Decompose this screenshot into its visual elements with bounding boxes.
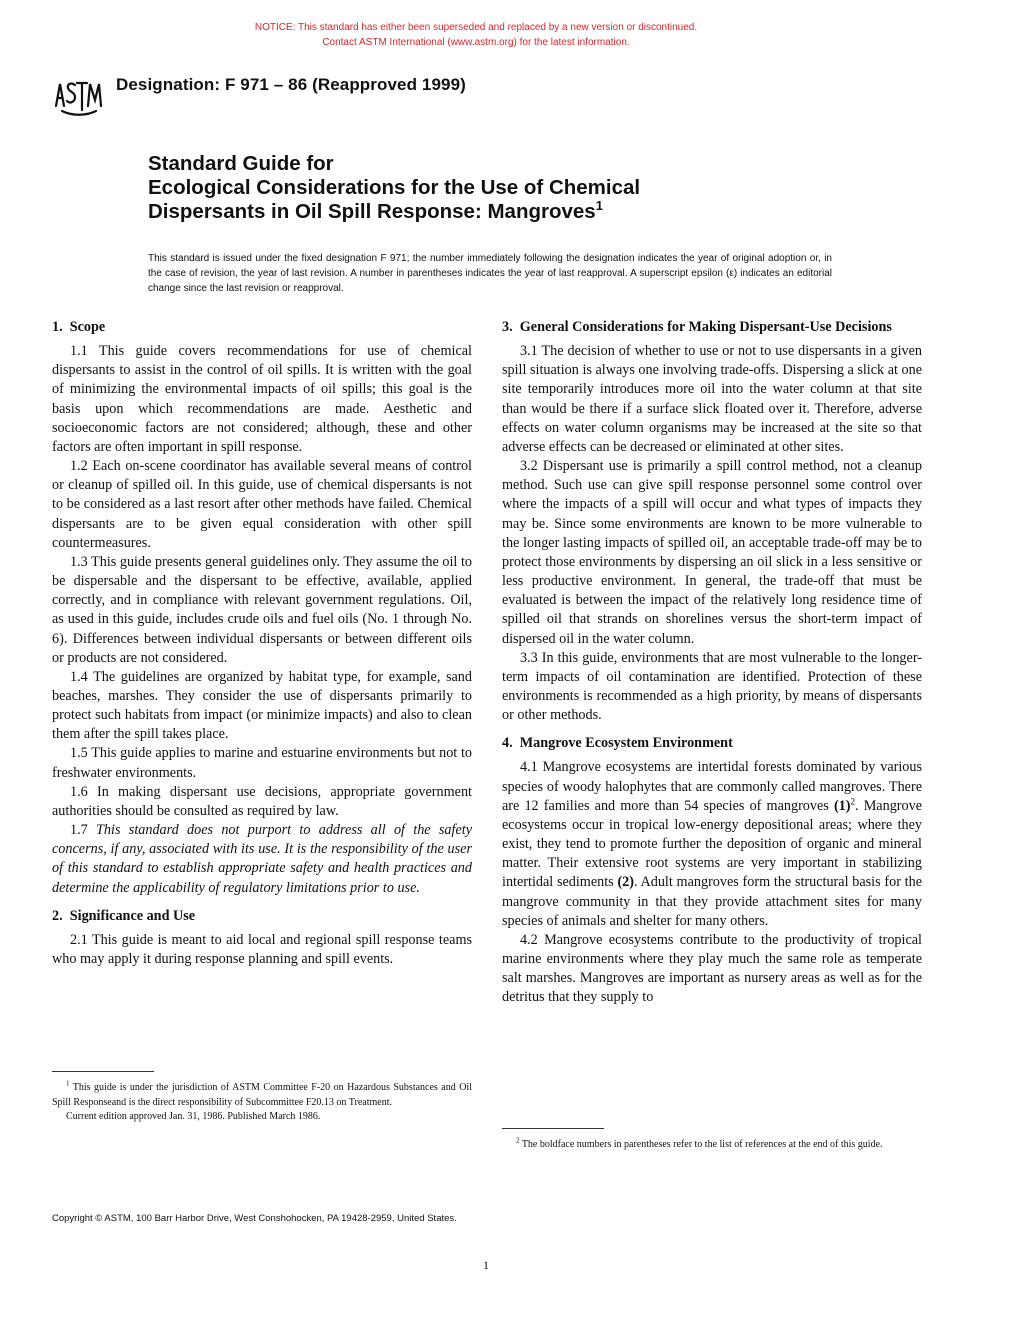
footnote-2-block: [502, 1128, 922, 1153]
notice-line-2: Contact ASTM International (www.astm.org) for the latest information.: [322, 37, 630, 48]
right-column: [502, 318, 922, 1007]
page-number: 1: [483, 1258, 489, 1272]
paragraph-1-4: 1.4 The guidelines are organized by habitat type, for example, sand beaches, marshes. They consider the use of dispersants primarily to protect such habitats from impact (or minimize impacts) and also to clean them after the spill takes place.: [52, 668, 472, 743]
section-title: Significance and Use: [69, 907, 196, 924]
title-line-1: Standard Guide for: [148, 152, 334, 175]
section-title: Scope: [69, 319, 106, 335]
paragraph-3-2: 3.2 Dispersant use is primarily a spill control method, not a cleanup method. Such use can give spill response personnel some control over where the impacts of a spill will occur and what types of impacts they may be. Since some environments are known to be more vulnerable to the longer lasting impacts of spilled oil, an acceptable trade-off may be to protect those environments by dispersing an oil slick in a less sensitive or less productive environment. In general, the trade-off that must be evaluated is between the impact of the relatively long residence time of spilled oil that strands on shorelines versus the short-term impact of dispersed oil in the water column.: [502, 458, 922, 647]
section-number: 4.: [502, 735, 513, 752]
paragraph-1-7: [52, 821, 472, 898]
paragraph-2-1: 2.1 This guide is meant to aid local and regional spill response teams who may apply it during response planning and spill events.: [52, 931, 472, 967]
footnote-2: [502, 1138, 922, 1153]
reference-1[interactable]: (1): [833, 797, 851, 814]
footnote-1-block: [52, 1071, 472, 1125]
designation: Designation: F 971 – 86 (Reapproved 1999): [116, 75, 466, 94]
paragraph-1-5: 1.5 This guide applies to marine and estuarine environments but not to freshwater environments.: [52, 745, 472, 781]
paragraph-number: 1.7: [70, 822, 88, 839]
section-number: 3.: [502, 319, 513, 335]
paragraph-4-1: [502, 758, 922, 930]
footnote-2-mark-label: 2: [516, 1136, 520, 1145]
title-footnote-mark: 1: [595, 198, 603, 213]
section-number: 1.: [52, 319, 63, 335]
footnote-2-mark[interactable]: 2: [850, 796, 855, 807]
section-title: General Considerations for Making Dispersant-Use Decisions: [519, 319, 892, 335]
document-title: [148, 152, 868, 224]
footnote-1-mark: 1: [66, 1079, 70, 1088]
footnote-1-approved: Current edition approved Jan. 31, 1986. Published March 1986.: [66, 1111, 321, 1122]
safety-caveat: This standard does not purport to address all of the safety concerns, if any, associated with its use. It is the responsibility of the user of this standard to establish appropriate safety and health practices and determine the applicability of regulatory limitations prior to use.: [52, 822, 472, 896]
title-line-3-text: Dispersants in Oil Spill Response: Mangroves: [148, 200, 596, 223]
title-line-2: Ecological Considerations for the Use of Chemical: [148, 176, 641, 199]
text-run: . Mangrove ecosystems occur in tropical low-energy depositional areas; where they exist, they tend to promote further the deposition of organic and mineral matter. Their extensive root systems are very important in stabilizing intertidal sediments: [502, 797, 923, 891]
paragraph-1-1: 1.1 This guide covers recommendations for use of chemical dispersants to assist in the control of oil spills. It is written with the goal of minimizing the environmental impacts of oil spills; this goal is the basis upon which recommendations are made. Aesthetic and socioeconomic factors are not considered; although, these and other factors are often important in spill response.: [52, 343, 472, 455]
title-line-3: [148, 200, 868, 224]
paragraph-1-3: 1.3 This guide presents general guidelines only. They assume the oil to be dispersable and the dispersant to be effective, available, applied correctly, and in compliance with relevant government regulations. Oil, as used in this guide, includes crude oils and fuel oils (No. 1 through No. 6). Differences between individual dispersants or between different oils or products are not considered.: [52, 553, 472, 666]
paragraph-3-3: 3.3 In this guide, environments that are most vulnerable to the longer-term impacts of oil contamination are identified. Protection of these environments is recommended as a high priority, by means of dispersants or other methods.: [502, 649, 922, 724]
section-title: Mangrove Ecosystem Environment: [519, 735, 733, 752]
paragraph-3-1: 3.1 The decision of whether to use or not to use dispersants in a given spill situation is always one involving trade-offs. Dispersing a slick at one site temporarily introduces more oil into the water column at that site than would be there if a surface slick floated over it. Therefore, adverse effects on water column organisms may be increased at the site so that adverse effects can be decreased or eliminated at other sites.: [502, 343, 922, 455]
footnote-2-text: The boldface numbers in parentheses refer to the list of references at the end of this guide.: [521, 1139, 883, 1150]
astm-logo: [54, 76, 102, 118]
footnote-1-text: This guide is under the jurisdiction of ASTM Committee F-20 on Hazardous Substances and Oil Spill Responseand is the direct responsibility of Subcommittee F20.13 on Treatment.: [52, 1082, 472, 1108]
reference-2[interactable]: (2): [617, 874, 634, 891]
paragraph-1-2: 1.2 Each on-scene coordinator has available several means of control or cleanup of spilled oil. In this guide, use of chemical dispersants is not to be considered as a last resort after other methods have failed. Chemical dispersants are to be given equal consideration with other spill countermeasures.: [52, 458, 472, 551]
left-column: [52, 318, 472, 969]
section-2-heading: [52, 907, 472, 926]
section-number: 2.: [52, 907, 63, 924]
paragraph-1-6: 1.6 In making dispersant use decisions, appropriate government authorities should be consulted as required by law.: [52, 783, 472, 819]
paragraph-4-2: 4.2 Mangrove ecosystems contribute to the productivity of tropical marine environments where they play much the same role as temperate salt marshes. Mangroves are important as nursery areas as well as for the detritus that they supply to: [502, 931, 922, 1006]
text-run: . Adult mangroves form the structural basis for the mangrove community in that they provide attachment sites for many species of animals and shelter for many others.: [502, 874, 922, 929]
notice-line-1: NOTICE: This standard has either been superseded and replaced by a new version or discontinued.: [254, 22, 698, 33]
issuance-statement: This standard is issued under the fixed designation F 971; the number immediately following the designation indicates the year of original adoption or, in the case of revision, the year of last revision. A number in parentheses indicates the year of last reapproval. A superscript epsilon (ε) indicates an editorial change since the last revision or reapproval.: [148, 253, 832, 294]
section-3-heading: [502, 318, 922, 337]
copyright: Copyright © ASTM, 100 Barr Harbor Drive, West Conshohocken, PA 19428-2959, United States.: [52, 1213, 457, 1224]
text-run: 4.1 Mangrove ecosystems are intertidal forests dominated by various species of woody halophytes that are commonly called mangroves. There are 12 families and more than 54 species of mangroves: [502, 759, 922, 814]
section-4-heading: [502, 734, 922, 753]
footnote-1: [52, 1081, 472, 1110]
section-1-heading: [52, 318, 472, 337]
supersede-notice: [0, 20, 1020, 50]
